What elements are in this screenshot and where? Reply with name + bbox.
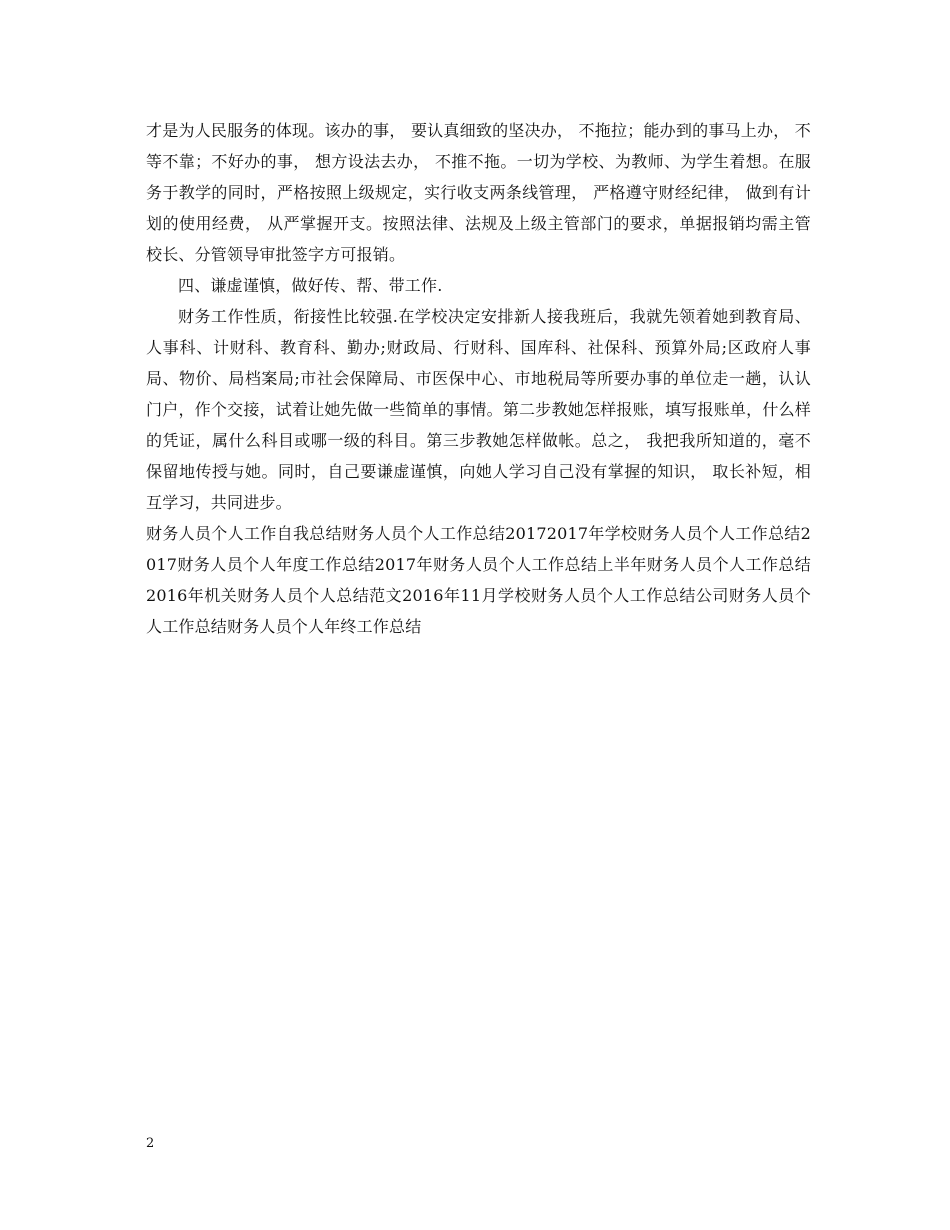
body-paragraph-handover: 财务工作性质，衔接性比较强.在学校决定安排新人接我班后，我就先领着她到教育局、人事科、计财科、教育科、勤办;财政局、行财科、国库科、社保科、预算外局;区政府人事局、物价、局档案局;市社会保障局、市医保中心、市地税局等所要办事的单位走一趟，认认门户，作个交接，试着让她先做一些简单的事情。第二步教她怎样报账，填写报账单，什么样的凭证，属什么科目或哪一级的科目。第三步教她怎样做帐。总之， 我把我所知道的，毫不保留地传授与她。同时，自己要谦虚谨慎，向她人学习自己没有掌握的知识， 取长补短，相互学习，共同进步。	[146, 307, 811, 512]
body-paragraph-service: 才是为人民服务的体现。该办的事， 要认真细致的坚决办， 不拖拉；能办到的事马上办， 不等不靠；不好办的事， 想方设法去办， 不推不拖。一切为学校、为教师、为学生着想。在服务于教学的同时，严格按照上级规定，实行收支两条线管理， 严格遵守财经纪律， 做到有计划的使用经费， 从严掌握开支。按照法律、法规及上级主管部门的要求，单据报销均需主管校长、分管领导审批签字方可报销。	[146, 121, 811, 264]
section-heading-four: 四、谦虚谨慎，做好传、帮、带工作.	[178, 276, 443, 295]
page-number: 2	[146, 1136, 155, 1151]
document-body	[146, 115, 811, 642]
related-articles-text: 财务人员个人工作自我总结财务人员个人工作总结20172017年学校财务人员个人工作总结2017财务人员个人年度工作总结2017年财务人员个人工作总结上半年财务人员个人工作总结2016年机关财务人员个人总结范文2016年11月学校财务人员个人工作总结公司财务人员个人工作总结财务人员个人年终工作总结	[146, 524, 811, 636]
